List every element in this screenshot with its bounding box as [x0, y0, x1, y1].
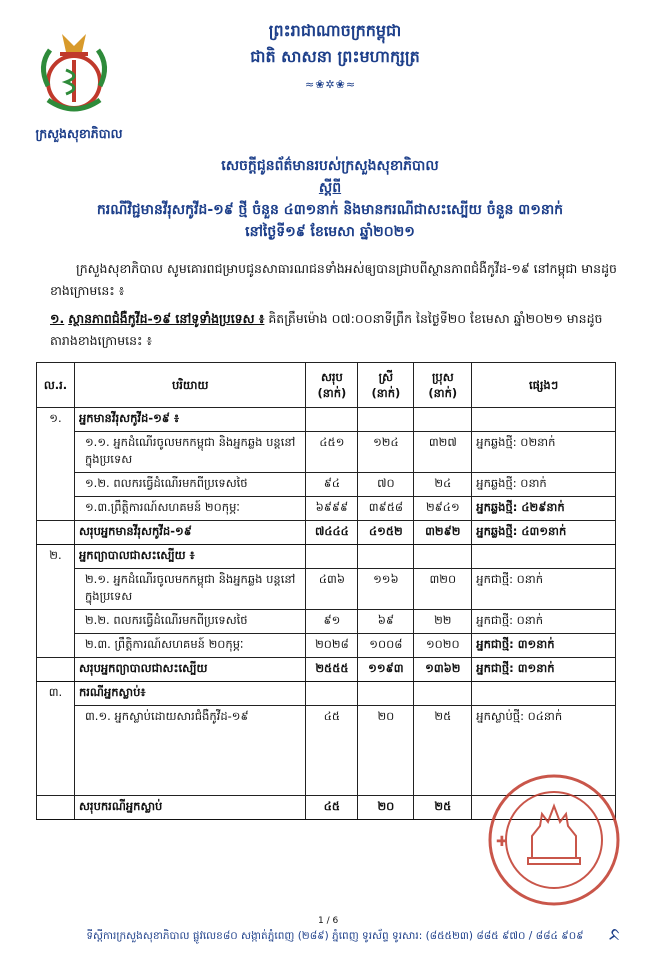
intro-paragraph: ក្រសួងសុខាភិបាល សូមគោរពជម្រាបជូនសាធារណជនទាំងអស់ឲ្យបានជ្រាបពីស្ថានភាពជំងឺកូវីដ-១៩ នៅកម្ពុជា មានដូចខាងក្រោមនេះ ៖	[50, 261, 617, 298]
table-row	[37, 610, 616, 634]
cell-male: ២៥	[414, 706, 472, 796]
document-title	[50, 155, 610, 243]
group-number: ១.	[37, 408, 75, 521]
cell-female: ៣៩៥៨	[358, 497, 414, 521]
table-row	[37, 634, 616, 658]
cell-total: ៤៥១	[306, 432, 358, 473]
empty-cell	[358, 545, 414, 569]
section-description: គិតត្រឹមម៉ោង ០៧:០០នាទីព្រឹក នៃថ្ងៃទី២០ ខែមេសា ឆ្នាំ២០២១ មានដូចតារាងខាងក្រោមនេះ ៖	[50, 311, 603, 348]
cell-total: ៤៣៦	[306, 569, 358, 610]
empty-cell	[414, 408, 472, 432]
ministry-seal-icon	[484, 770, 624, 910]
cell-male: ២២	[414, 610, 472, 634]
empty-cell	[472, 682, 616, 706]
table-row	[37, 473, 616, 497]
cell-male: ១០២០	[414, 634, 472, 658]
kingdom-line-2: ជាតិ សាសនា ព្រះមហាក្សត្រ	[250, 47, 420, 66]
section-number: ១.	[50, 311, 65, 326]
cell-other: អ្នកជាថ្មី: ០នាក់	[472, 569, 616, 610]
empty-cell	[358, 408, 414, 432]
cell-desc: ១.២. ពលករធ្វើដំណើរមកពីប្រទេសថៃ	[74, 473, 305, 497]
total-total: ២៥៥៥	[306, 658, 358, 682]
total-female: ១១៩៣	[358, 658, 414, 682]
total-total: ៤៥	[306, 796, 358, 820]
cell-desc: ២.២. ពលករធ្វើដំណើរមកពីប្រទេសថៃ	[74, 610, 305, 634]
cell-desc: ២.៣. ព្រឹត្តិការណ៍សហគមន៍ ២០កុម្ភៈ	[74, 634, 305, 658]
cell-desc: ១.១. អ្នកដំណើរចូលមកកម្ពុជា និងអ្នកឆ្លង បន្តនៅក្នុងប្រទេស	[74, 432, 305, 473]
kingdom-motto	[210, 18, 460, 70]
table-row	[37, 569, 616, 610]
empty-cell	[358, 682, 414, 706]
total-male: ៣២៩២	[414, 521, 472, 545]
empty-cell	[37, 521, 75, 545]
cell-total: ៤៥	[306, 706, 358, 796]
cell-other: អ្នកជាថ្មី: ៣១នាក់	[472, 634, 616, 658]
title-line-4: នៅថ្ងៃទី១៩ ខែមេសា ឆ្នាំ២០២១	[245, 224, 415, 240]
cell-other: អ្នកឆ្លងថ្មី: ០នាក់	[472, 473, 616, 497]
total-male: ២៥	[414, 796, 472, 820]
cell-female: ១១៦	[358, 569, 414, 610]
section-title: ស្ថានភាពជំងឺកូវីដ-១៩ នៅទូទាំងប្រទេស ៖	[68, 311, 265, 326]
footer-address: ទីស្តីការក្រសួងសុខាភិបាល ផ្លូវលេខ៨០ សង្កាត់ភ្នំពេញ (២៨៩) ភ្នំពេញ ទូរស័ព្ទ ទូរសារ: (៨៥៥២៣) ៨៨៥ ៩៧០ / ៨៨៤ ៩០៩	[86, 930, 584, 942]
header-other: ផ្សេងៗ	[472, 363, 616, 408]
empty-cell	[37, 658, 75, 682]
total-total: ៧៤៤៤	[306, 521, 358, 545]
cell-total: ៦៩៩៩	[306, 497, 358, 521]
total-desc: សរុបអ្នកព្យាបាលជាសះស្បើយ	[74, 658, 305, 682]
table-total-row	[37, 658, 616, 682]
total-desc: សរុបអ្នកមានវីរុសកូវីដ-១៩	[74, 521, 305, 545]
table-group-title-row	[37, 545, 616, 569]
page-number: 1 / 6	[318, 916, 339, 926]
table-row	[37, 497, 616, 521]
cell-female: ១២៤	[358, 432, 414, 473]
svg-text:✚: ✚	[496, 834, 508, 850]
total-desc: សរុបករណីអ្នកស្លាប់	[74, 796, 305, 820]
empty-cell	[472, 545, 616, 569]
cell-total: ៩៤	[306, 473, 358, 497]
ornament-divider: ≈❀✲❀≈	[305, 78, 357, 91]
cell-male: ៣២៧	[414, 432, 472, 473]
empty-cell	[37, 796, 75, 820]
cell-other: អ្នកស្លាប់ថ្មី: ០៤នាក់	[472, 706, 616, 796]
cell-total: ២០២៨	[306, 634, 358, 658]
title-line-3: ករណីវិជ្ជមានវីរុសកូវីដ-១៩ ថ្មី ចំនួន ៤៣១នាក់ និងមានករណីជាសះស្បើយ ចំនួន ៣១នាក់	[96, 202, 564, 218]
group-number: ២.	[37, 545, 75, 658]
total-female: ៤១៥២	[358, 521, 414, 545]
header-desc: បរិយាយ	[74, 363, 305, 408]
table-header-row	[37, 363, 616, 408]
cell-other: អ្នកឆ្លងថ្មី: ៤២៩នាក់	[472, 497, 616, 521]
cell-male: ២៩៤១	[414, 497, 472, 521]
title-line-2: ស្តីពី	[318, 180, 342, 196]
empty-cell	[414, 545, 472, 569]
group-title: ករណីអ្នកស្លាប់៖	[74, 682, 305, 706]
table-row	[37, 432, 616, 473]
empty-cell	[472, 408, 616, 432]
empty-cell	[306, 545, 358, 569]
group-title: អ្នកមានវីរុសកូវីដ-១៩ ៖	[74, 408, 305, 432]
title-line-1: សេចក្តីជូនព័ត៌មានរបស់ក្រសួងសុខាភិបាល	[221, 158, 439, 174]
header-no: ល.រ.	[37, 363, 75, 408]
empty-cell	[306, 682, 358, 706]
kingdom-line-1: ព្រះរាជាណាចក្រកម្ពុជា	[268, 21, 402, 40]
cell-male: ៣២០	[414, 569, 472, 610]
cell-female: ១០០៨	[358, 634, 414, 658]
table-group-title-row	[37, 682, 616, 706]
cell-female: ៧០	[358, 473, 414, 497]
cell-male: ២៤	[414, 473, 472, 497]
cell-other: អ្នកឆ្លងថ្មី: ០២នាក់	[472, 432, 616, 473]
cell-total: ៩១	[306, 610, 358, 634]
cell-female: ៦៩	[358, 610, 414, 634]
empty-cell	[306, 408, 358, 432]
intro-text	[50, 258, 630, 352]
cell-desc: ២.១. អ្នកដំណើរចូលមកកម្ពុជា និងអ្នកឆ្លង បន្តនៅក្នុងប្រទេស	[74, 569, 305, 610]
header-male: ប្រុស (នាក់)	[414, 363, 472, 408]
empty-cell	[414, 682, 472, 706]
group-number: ៣.	[37, 682, 75, 796]
ministry-logo-icon	[26, 26, 122, 126]
total-other: អ្នកឆ្លងថ្មី: ៤៣១នាក់	[472, 521, 616, 545]
group-title: អ្នកព្យាបាលជាសះស្បើយ ៖	[74, 545, 305, 569]
covid-stats-table	[36, 362, 616, 820]
header-total: សរុប (នាក់)	[306, 363, 358, 408]
table-body	[37, 408, 616, 820]
cell-other: អ្នកជាថ្មី: ០នាក់	[472, 610, 616, 634]
ministry-name: ក្រសួងសុខាភិបាល	[35, 126, 123, 141]
cell-desc: ១.៣.ព្រឹត្តិការណ៍សហគមន៍ ២០កុម្ភៈ	[74, 497, 305, 521]
cell-desc: ៣.១. អ្នកស្លាប់ដោយសារជំងឺកូវីដ-១៩	[74, 706, 305, 796]
total-other: អ្នកជាថ្មី: ៣១នាក់	[472, 658, 616, 682]
table-total-row	[37, 521, 616, 545]
total-female: ២០	[358, 796, 414, 820]
cell-female: ២០	[358, 706, 414, 796]
signature-mark: ᨅ	[608, 924, 622, 945]
section-heading	[50, 308, 630, 352]
header-female: ស្រី (នាក់)	[358, 363, 414, 408]
table-group-title-row	[37, 408, 616, 432]
total-male: ១៣៦២	[414, 658, 472, 682]
